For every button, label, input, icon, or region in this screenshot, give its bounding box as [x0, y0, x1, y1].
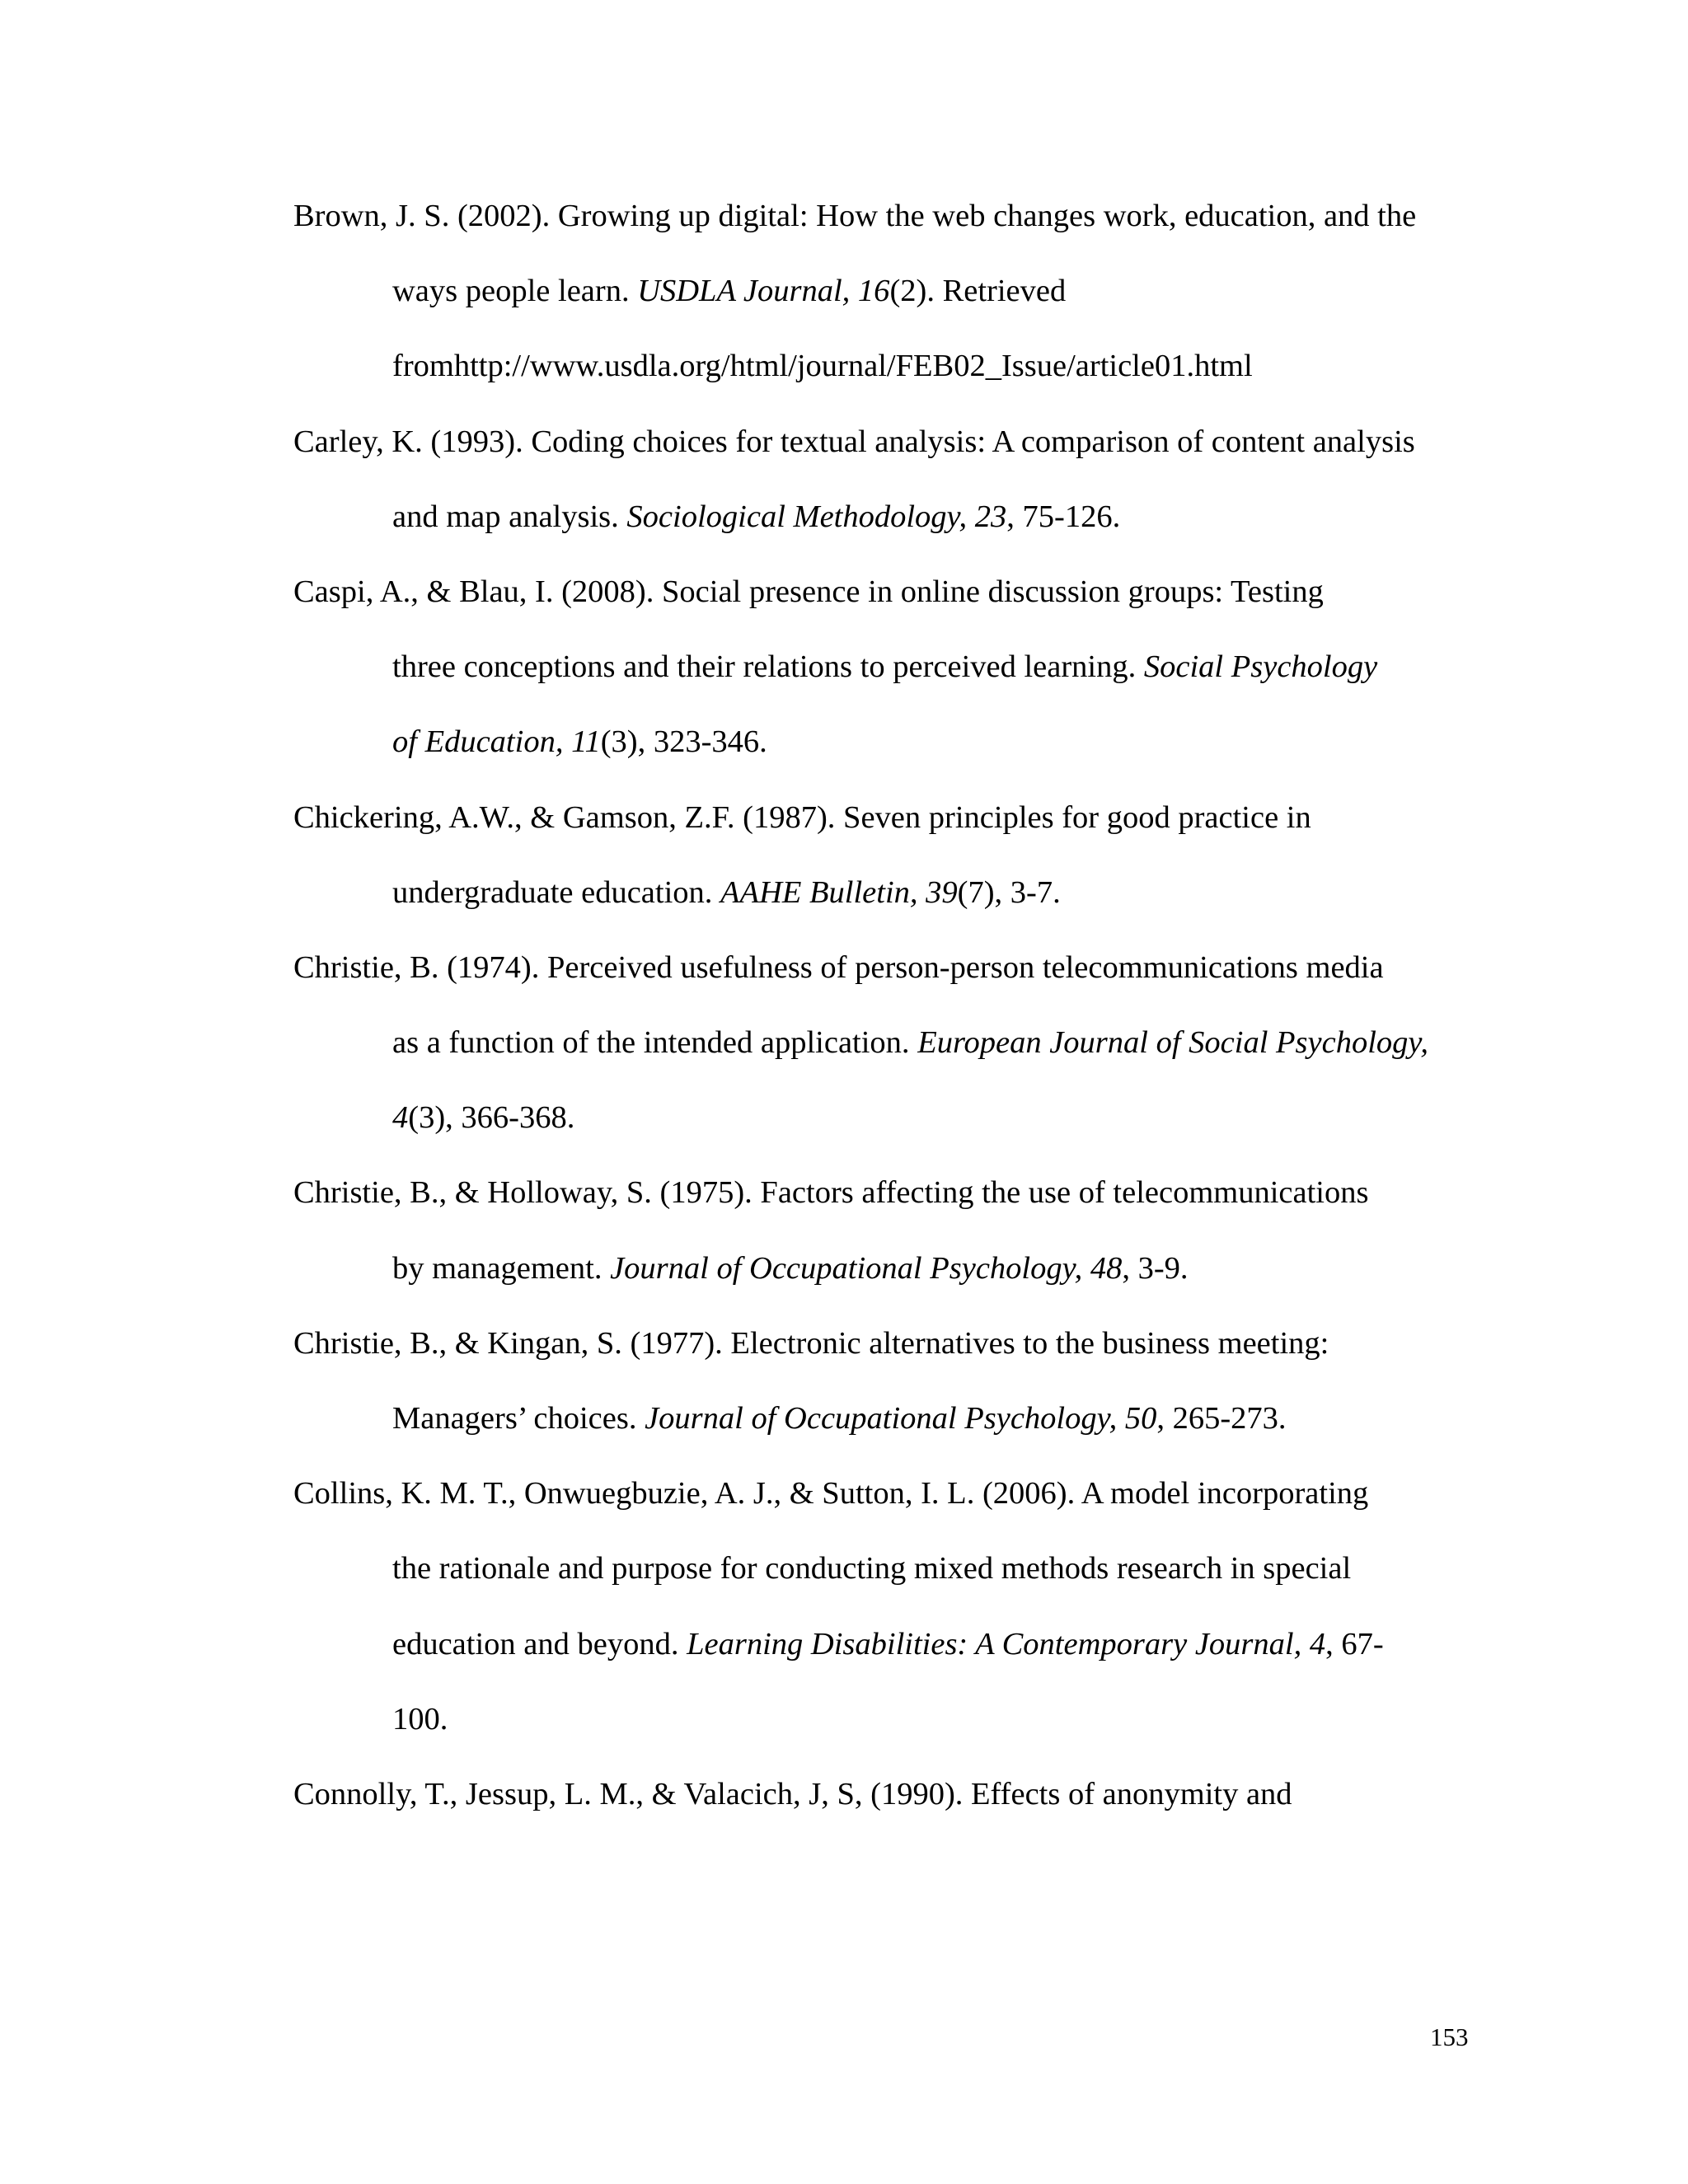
- reference-text: (2). Retrieved: [889, 274, 1067, 309]
- reference-text: Connolly, T., Jessup, L. M., & Valacich, J, S, (1990). Effects of anonymity and: [293, 1776, 1292, 1811]
- reference-source-italic: AAHE Bulletin, 39: [720, 874, 958, 910]
- reference-continuation-line: [293, 1619, 1464, 1694]
- reference-text: Christie, B., & Holloway, S. (1975). Factors affecting the use of telecommunications: [293, 1175, 1369, 1211]
- reference-text: Christie, B., & Kingan, S. (1977). Electronic alternatives to the business meeting:: [293, 1325, 1329, 1361]
- reference-entry: [293, 1769, 1464, 1844]
- reference-source-italic: of Education, 11: [392, 724, 601, 760]
- page-number: 153: [1430, 2022, 1469, 2051]
- reference-text: as a function of the intended application.: [392, 1025, 918, 1061]
- reference-continuation-line: [293, 1244, 1464, 1319]
- reference-source-italic: Journal of Occupational Psychology, 50: [645, 1401, 1157, 1436]
- reference-entry: [293, 793, 1464, 943]
- reference-entry: [293, 943, 1464, 1169]
- reference-text: Collins, K. M. T., Onwuegbuzie, A. J., & Sutton, I. L. (2006). A model incorporating: [293, 1476, 1369, 1511]
- reference-source-italic: Learning Disabilities: A Contemporary Journal, 4: [687, 1626, 1326, 1661]
- reference-entry: [293, 417, 1464, 567]
- reference-text: Caspi, A., & Blau, I. (2008). Social presence in online discussion groups: Testing: [293, 574, 1324, 609]
- reference-entry: [293, 1469, 1464, 1769]
- reference-continuation-line: [293, 1544, 1464, 1619]
- reference-source-italic: European Journal of Social Psychology,: [917, 1025, 1429, 1061]
- reference-list: [293, 191, 1464, 1844]
- reference-entry: [293, 191, 1464, 417]
- reference-continuation-line: [293, 1394, 1464, 1469]
- reference-entry: [293, 567, 1464, 793]
- reference-text: three conceptions and their relations to perceived learning.: [392, 649, 1144, 685]
- reference-text: fromhttp://www.usdla.org/html/journal/FEB02_Issue/article01.html: [392, 349, 1253, 384]
- reference-continuation-line: [293, 266, 1464, 341]
- reference-text: education and beyond.: [392, 1626, 687, 1661]
- reference-entry: [293, 1319, 1464, 1469]
- reference-continuation-line: [293, 868, 1464, 943]
- reference-first-line: [293, 417, 1464, 492]
- reference-source-italic: Social Psychology: [1143, 649, 1378, 685]
- reference-first-line: [293, 1469, 1464, 1544]
- reference-first-line: [293, 1168, 1464, 1243]
- reference-continuation-line: [293, 1093, 1464, 1168]
- reference-text: , 3-9.: [1122, 1250, 1189, 1286]
- reference-continuation-line: [293, 717, 1464, 792]
- reference-text: 100.: [392, 1701, 448, 1736]
- reference-source-italic: Sociological Methodology, 23: [626, 499, 1007, 534]
- reference-text: , 265-273.: [1156, 1401, 1287, 1436]
- reference-first-line: [293, 793, 1464, 868]
- reference-first-line: [293, 191, 1464, 266]
- reference-entry: [293, 1168, 1464, 1318]
- reference-text: Chickering, A.W., & Gamson, Z.F. (1987). Seven principles for good practice in: [293, 799, 1311, 835]
- reference-text: , 67-: [1325, 1626, 1384, 1661]
- reference-first-line: [293, 567, 1464, 642]
- reference-text: (7), 3-7.: [957, 874, 1061, 910]
- reference-source-italic: 4: [392, 1100, 409, 1136]
- reference-first-line: [293, 943, 1464, 1018]
- reference-continuation-line: [293, 341, 1464, 416]
- reference-text: Brown, J. S. (2002). Growing up digital: How the web changes work, education, and the: [293, 199, 1417, 233]
- reference-source-italic: Journal of Occupational Psychology, 48: [610, 1250, 1123, 1286]
- reference-source-italic: USDLA Journal, 16: [637, 274, 890, 309]
- reference-continuation-line: [293, 1694, 1464, 1769]
- reference-first-line: [293, 1769, 1464, 1844]
- reference-continuation-line: [293, 642, 1464, 717]
- reference-text: undergraduate education.: [392, 874, 721, 910]
- reference-text: , 75-126.: [1006, 499, 1121, 534]
- reference-text: by management.: [392, 1250, 611, 1286]
- reference-first-line: [293, 1319, 1464, 1394]
- reference-text: and map analysis.: [392, 499, 627, 534]
- reference-text: Christie, B. (1974). Perceived usefulness of person-person telecommunications media: [293, 949, 1384, 985]
- reference-text: (3), 366-368.: [408, 1100, 575, 1136]
- reference-continuation-line: [293, 492, 1464, 567]
- reference-continuation-line: [293, 1018, 1464, 1093]
- reference-text: Managers’ choices.: [392, 1401, 645, 1436]
- reference-text: (3), 323-346.: [600, 724, 767, 760]
- reference-text: Carley, K. (1993). Coding choices for textual analysis: A comparison of content analysis: [293, 424, 1415, 459]
- reference-text: ways people learn.: [392, 274, 638, 309]
- reference-text: the rationale and purpose for conducting mixed methods research in special: [392, 1551, 1352, 1586]
